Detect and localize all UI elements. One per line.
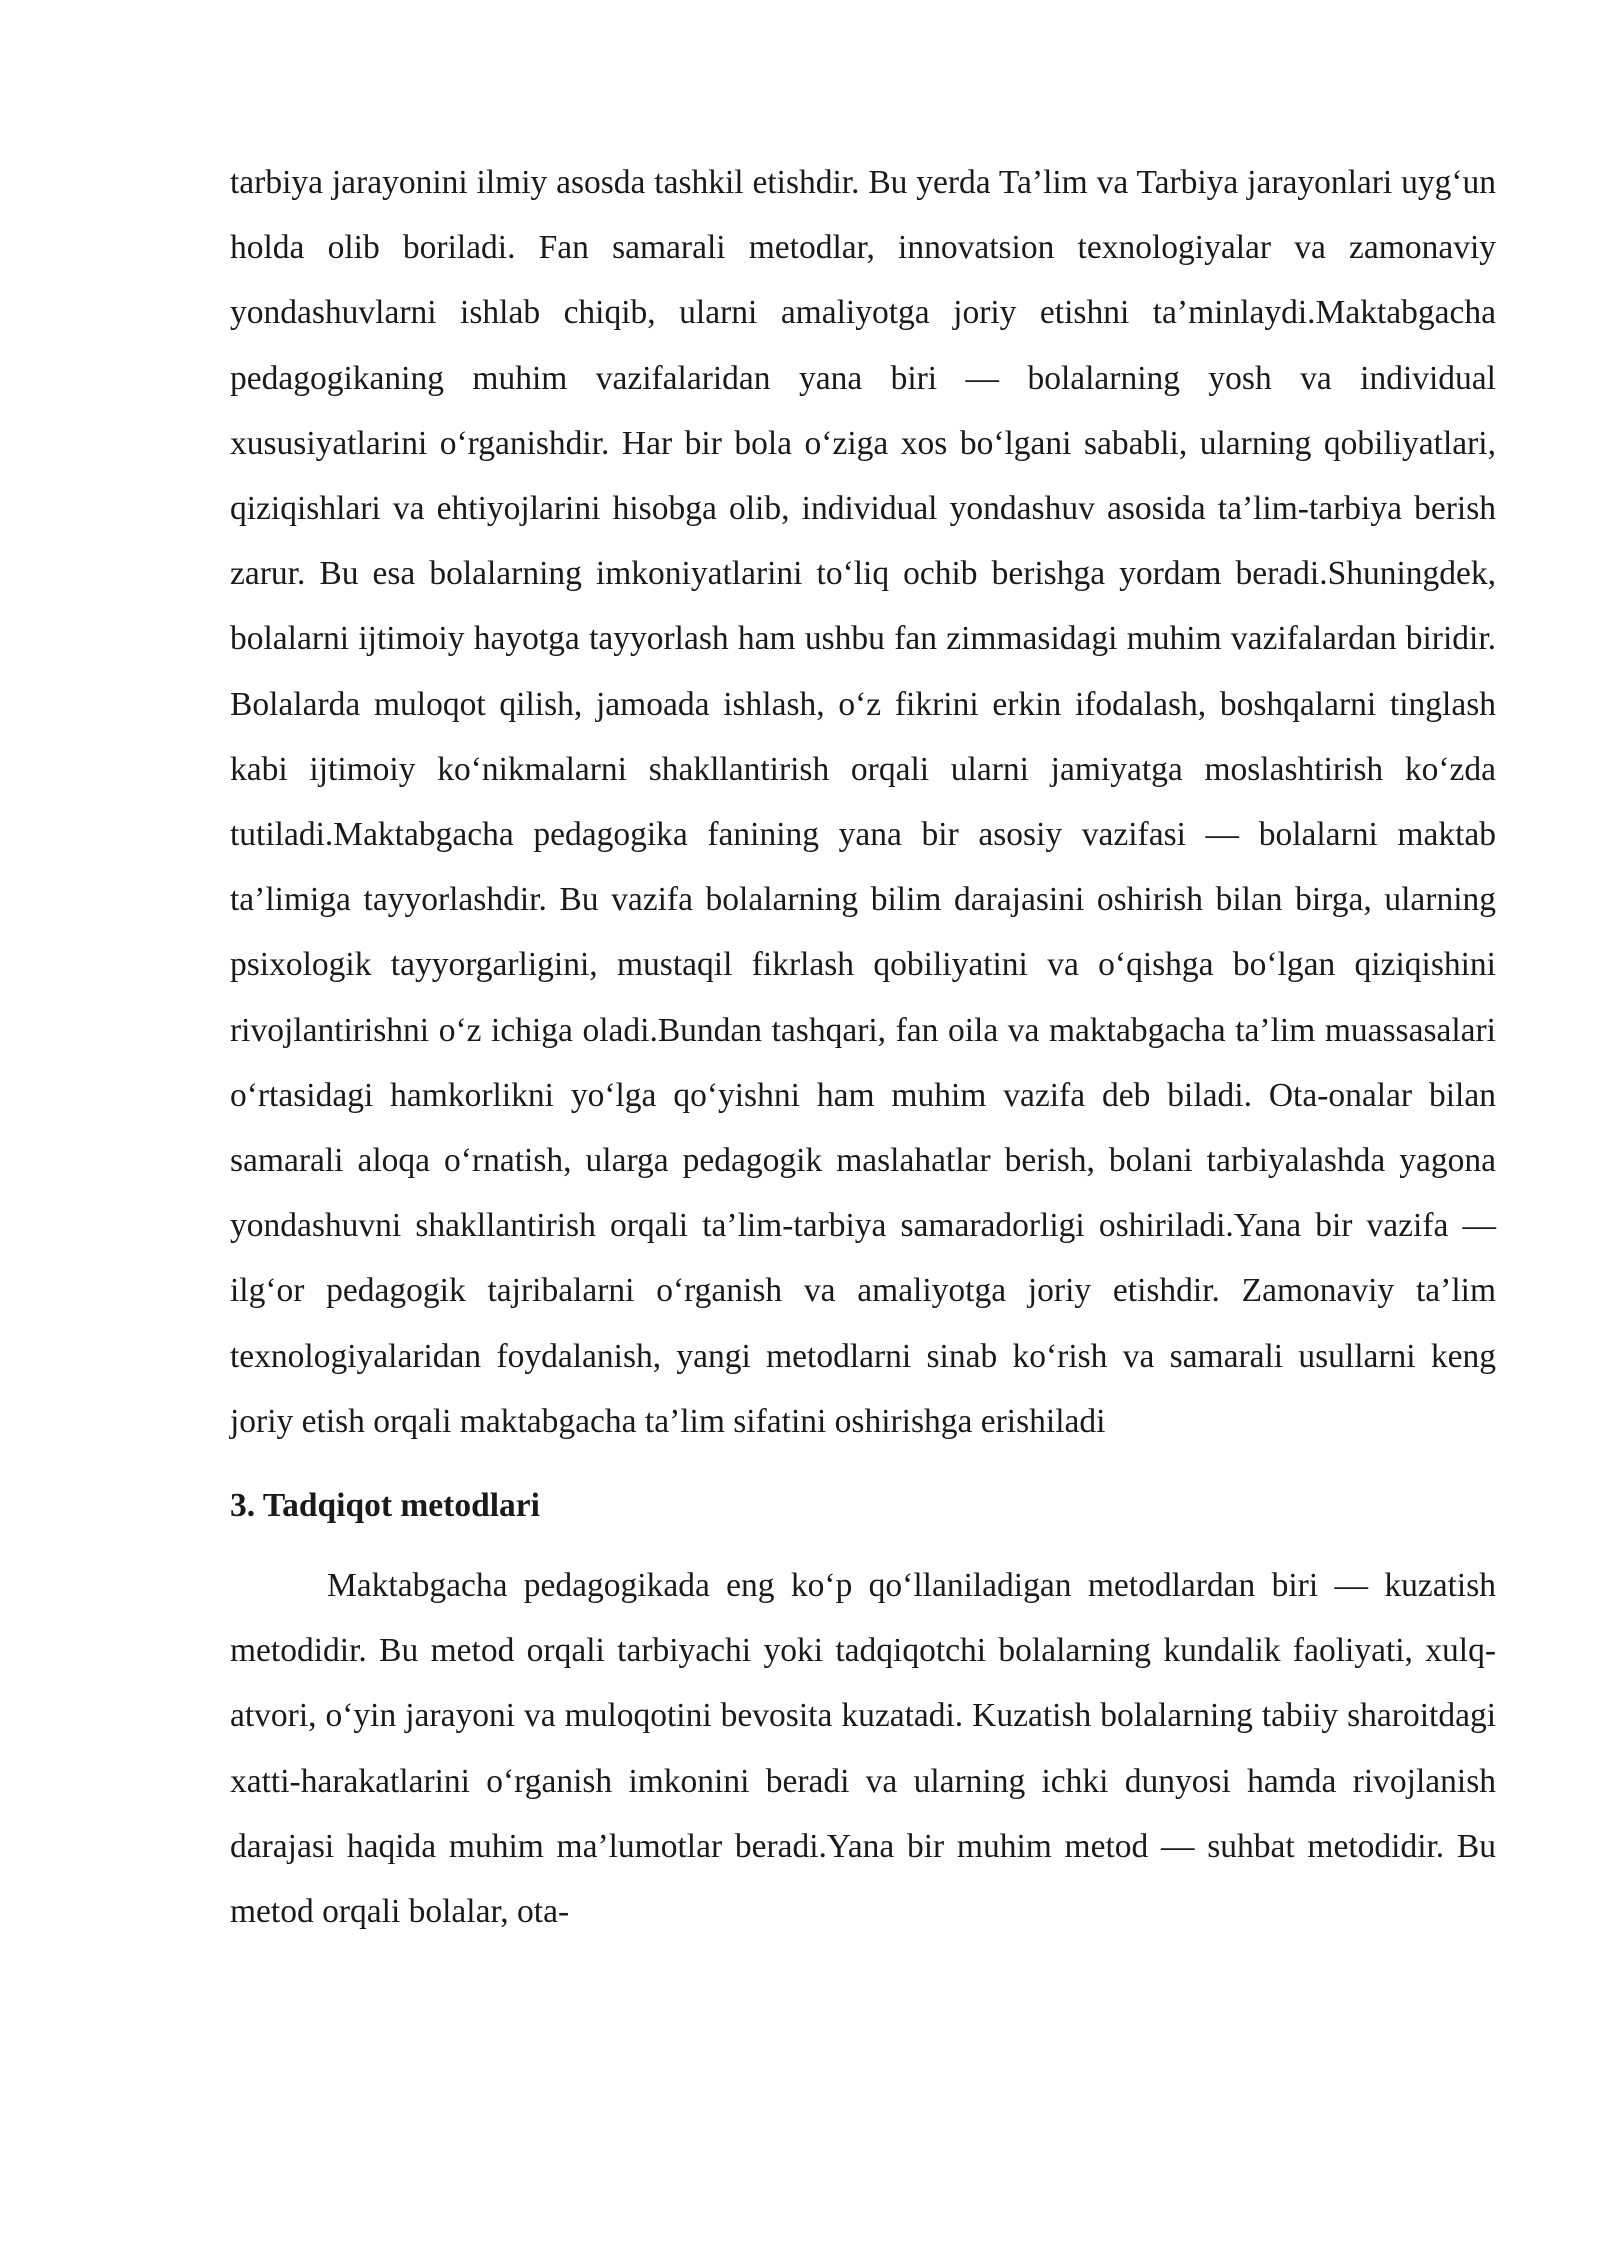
document-page (230, 150, 1496, 1944)
body-paragraph: Maktabgacha pedagogikada eng ko‘p qo‘llaniladigan metodlardan biri — kuzatish metodidir. Bu metod orqali tarbiyachi yoki tadqiqotchi bolalarning kundalik faoliyati, xulq-atvori, o‘yin jarayoni va muloqotini bevosita kuzatadi. Kuzatish bolalarning tabiiy sharoitdagi xatti-harakatlarini o‘rganish imkonini beradi va ularning ichki dunyosi hamda rivojlanish darajasi haqida muhim ma’lumotlar beradi.Yana bir muhim metod — suhbat metodidir. Bu metod orqali bolalar, ota- (230, 1567, 1496, 1931)
body-paragraph: tarbiya jarayonini ilmiy asosda tashkil etishdir. Bu yerda Ta’lim va Tarbiya jarayonlari uyg‘un holda olib boriladi. Fan samarali metodlar, innovatsion texnologiyalar va zamonaviy yondashuvlarni ishlab chiqib, ularni amaliyotga joriy etishni ta’minlaydi.Maktabgacha pedagogikaning muhim vazifalaridan yana biri — bolalarning yosh va individual xususiyatlarini o‘rganishdir. Har bir bola o‘ziga xos bo‘lgani sababli, ularning qobiliyatlari, qiziqishlari va ehtiyojlarini hisobga olib, individual yondashuv asosida ta’lim-tarbiya berish zarur. Bu esa bolalarning imkoniyatlarini to‘liq ochib berishga yordam beradi.Shuningdek, bolalarni ijtimoiy hayotga tayyorlash ham ushbu fan zimmasidagi muhim vazifalardan biridir. Bolalarda muloqot qilish, jamoada ishlash, o‘z fikrini erkin ifodalash, boshqalarni tinglash kabi ijtimoiy ko‘nikmalarni shakllantirish orqali ularni jamiyatga moslashtirish ko‘zda tutiladi.Maktabgacha pedagogika fanining yana bir asosiy vazifasi — bolalarni maktab ta’limiga tayyorlashdir. Bu vazifa bolalarning bilim darajasini oshirish bilan birga, ularning psixologik tayyorgarligini, mustaqil fikrlash qobiliyatini va o‘qishga bo‘lgan qiziqishini rivojlantirishni o‘z ichiga oladi.Bundan tashqari, fan oila va maktabgacha ta’lim muassasalari o‘rtasidagi hamkorlikni yo‘lga qo‘yishni ham muhim vazifa deb biladi. Ota-onalar bilan samarali aloqa o‘rnatish, ularga pedagogik maslahatlar berish, bolani tarbiyalashda yagona yondashuvni shakllantirish orqali ta’lim-tarbiya samaradorligi oshiriladi.Yana bir vazifa — ilg‘or pedagogik tajribalarni o‘rganish va amaliyotga joriy etishdir. Zamonaviy ta’lim texnologiyalaridan foydalanish, yangi metodlarni sinab ko‘rish va samarali usullarni keng joriy etish orqali maktabgacha ta’lim sifatini oshirishga erishiladi (230, 164, 1496, 1440)
section-heading: 3. Tadqiqot metodlari (230, 1487, 540, 1525)
